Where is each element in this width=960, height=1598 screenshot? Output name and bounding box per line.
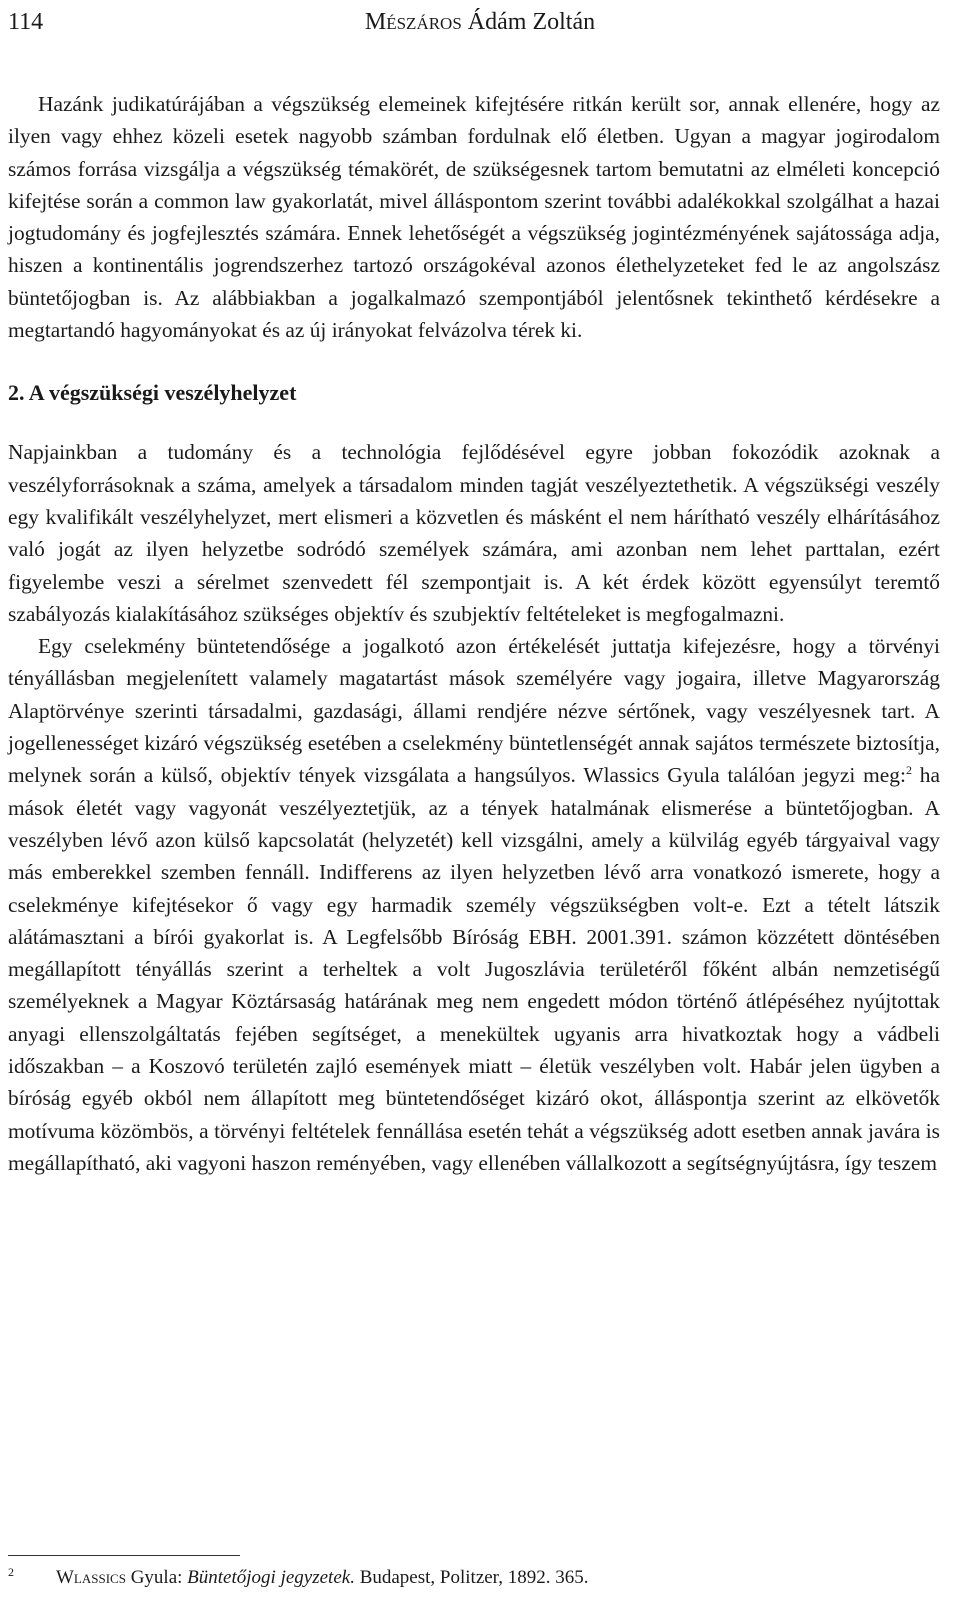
footnote-reference[interactable]: 2 [905,763,912,778]
body-text [8,88,940,1179]
page-number: 114 [8,9,44,35]
footnote-author-rest: Gyula: [125,1567,188,1588]
footnote-title: Büntetőjogi jegyzetek. [187,1567,355,1588]
author-given-name: Ádám Zoltán [467,9,596,35]
section-heading: 2. A végszükségi veszélyhelyzet [8,380,297,406]
section-paragraph-2 [8,630,940,1179]
footnote-publication: Budapest, Politzer, 1892. 365. [354,1567,589,1588]
footnote: 2 Wlassics Gyula: Büntetőjogi jegyzetek. Budapest, Politzer, 1892. 365. [8,1564,589,1588]
intro-paragraph: Hazánk judikatúrájában a végszükség elemeinek kifejtésére ritkán került sor, annak ellenére, hogy az ilyen vagy ehhez közeli esetek nagyobb számban fordulnak elő életben. Ugyan a magyar jogirodalom számos forrása vizsgálja a végszükség témakörét, de szükségesnek tartom bemutatni az elméleti koncepció kifejtése során a common law gyakorlatát, mivel álláspontom szerint további adalékokkal szolgálhat a hazai jogtudomány és jogfejlesztés számára. Ennek lehetőségét a végszükség jogintézményének sajátossága adja, hiszen a kontinentális jogrendszerhez tartozó országokéval azonos élethelyzeteket fed le az angolszász büntetőjogban is. Az alábbiakban a jogalkalmazó szempontjából jelentősnek tekinthető kérdésekre a megtartandó hagyományokat és az új irányokat felvázolva térek ki. [8,92,940,343]
footnote-divider [8,1555,240,1556]
running-header [8,4,952,40]
author-surname: Mészáros [364,9,462,35]
running-head-author [8,4,952,40]
section-paragraph-1: Napjainkban a tudomány és a technológia fejlődésével egyre jobban fokozódik azoknak a veszélyforrásoknak a száma, amelyek a társadalom minden tagját veszélyeztethetik. A végszükségi veszély egy kvalifikált veszélyhelyzet, mert elismeri a közvetlen és másként el nem hárítható veszély elhárításához való jogát az ilyen helyzetbe sodródó személyek számára, ami azonban nem lehet parttalan, ezért figyelembe veszi a sérelmet szenvedett fél szempontjait is. A két érdek között egyensúlyt teremtő szabályozás kialakításához szükséges objektív és szubjektív feltételeket is megfogalmazni. [8,440,940,626]
paragraph-text: ha mások életét vagy vagyonát veszélyeztetjük, az a tények hatalmának elismerése a büntetőjogban. A veszélyben lévő azon külső kapcsolatát (helyzetét) kell vizsgálni, amely a külvilág egyéb tárgyaival vagy más emberekkel szemben fennáll. Indifferens az ilyen helyzetben lévő arra vonatkozó ismerete, hogy a cselekménye kifejtésekor ő vagy egy harmadik személy végszükségben volt-e. Ezt a tételt látszik alátámasztani a bírói gyakorlat is. A Legfelsőbb Bíróság EBH. 2001.391. számon közzétett döntésében megállapított tényállás szerint a terheltek a volt Jugoszlávia területéről főként albán nemzetiségű személyeknek a Magyar Köztársaság határának meg nem engedett módon történő átlépéséhez nyújtottak anyagi ellenszolgáltatás fejében segítséget, a menekültek ugyanis arra hivatkoztak hogy a vádbeli időszakban – a Koszovó területén zajló események miatt – életük veszélyben volt. Habár jelen ügyben a bíróság egyéb okból nem állapított meg büntetendőséget kizáró okot, álláspontja szerint az elkövetők motívuma közömbös, a törvényi feltételek fennállása esetén tehát a végszükség adott esetben annak javára is megállapítható, aki vagyoni haszon reményében, vagy ellenében vállalkozott a segítségnyújtásra, így teszem [8,763,940,1175]
paragraph-text: Egy cselekmény büntetendősége a jogalkotó azon értékelését juttatja kifejezésre, hogy a törvényi tényállásban megjelenített valamely magatartást mások személyére vagy jogaira, illetve Magyarország Alaptörvénye szerinti társadalmi, gazdasági, állami rendjére nézve sértőnek, vagy veszélyesnek tart. A jogellenességet kizáró végszükség esetében a cselekmény büntetlenségét annak sajátos természete biztosítja, melynek során a külső, objektív tények vizsgálata a hangsúlyos. Wlassics Gyula találóan jegyzi meg: [8,634,940,788]
footnote-author: Wlassics [56,1567,126,1588]
